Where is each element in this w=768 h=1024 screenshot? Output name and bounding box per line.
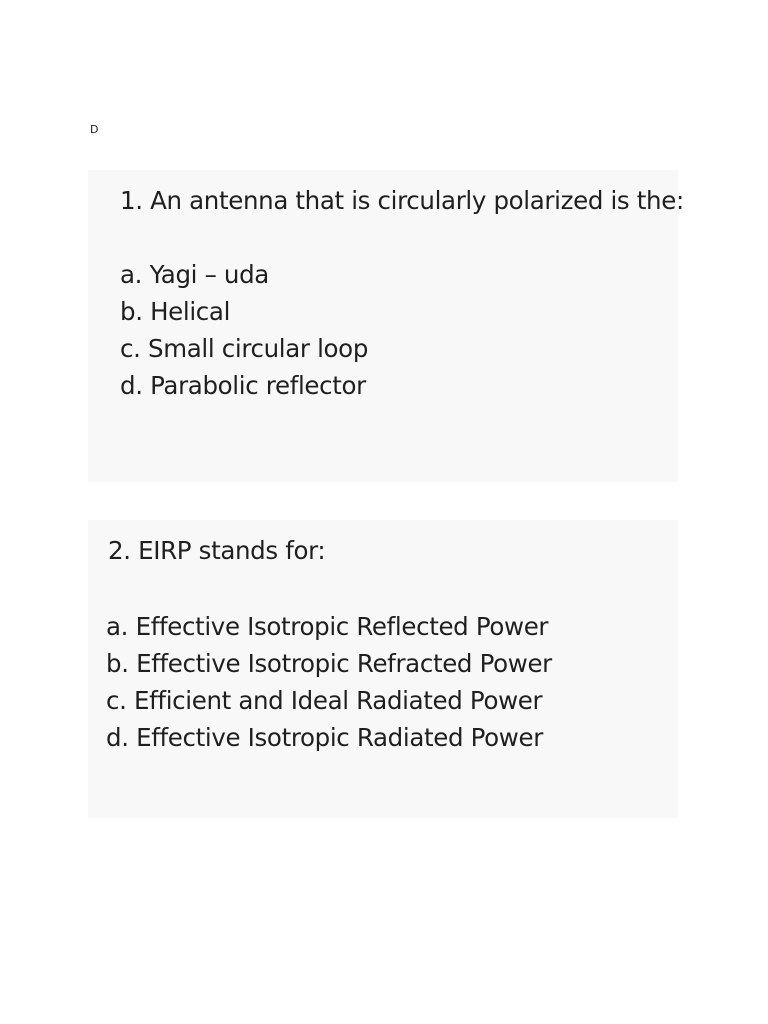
option-list bbox=[106, 608, 552, 756]
option-letter: c. bbox=[120, 334, 141, 363]
option-letter: a. bbox=[120, 260, 143, 289]
corner-mark: D bbox=[90, 123, 99, 136]
question-title: 1. An antenna that is circularly polarized is the: bbox=[120, 186, 684, 215]
question-card-2 bbox=[88, 520, 678, 818]
option-b bbox=[120, 293, 368, 330]
option-letter: d. bbox=[106, 723, 129, 752]
option-d bbox=[120, 367, 368, 404]
option-text: Parabolic reflector bbox=[150, 371, 366, 400]
option-text: Effective Isotropic Radiated Power bbox=[136, 723, 543, 752]
option-letter: b. bbox=[120, 297, 143, 326]
option-text: Effective Isotropic Refracted Power bbox=[136, 649, 552, 678]
option-c bbox=[106, 682, 552, 719]
option-letter: d. bbox=[120, 371, 143, 400]
option-b bbox=[106, 645, 552, 682]
option-list bbox=[120, 256, 368, 404]
question-title: 2. EIRP stands for: bbox=[108, 536, 326, 565]
option-text: Small circular loop bbox=[148, 334, 369, 363]
option-letter: a. bbox=[106, 612, 129, 641]
option-a bbox=[120, 256, 368, 293]
option-letter: c. bbox=[106, 686, 127, 715]
option-text: Effective Isotropic Reflected Power bbox=[135, 612, 549, 641]
option-letter: b. bbox=[106, 649, 129, 678]
option-d bbox=[106, 719, 552, 756]
option-text: Yagi – uda bbox=[149, 260, 269, 289]
option-text: Helical bbox=[150, 297, 231, 326]
option-c bbox=[120, 330, 368, 367]
question-card-1 bbox=[88, 170, 684, 482]
option-text: Efficient and Ideal Radiated Power bbox=[134, 686, 543, 715]
option-a bbox=[106, 608, 552, 645]
